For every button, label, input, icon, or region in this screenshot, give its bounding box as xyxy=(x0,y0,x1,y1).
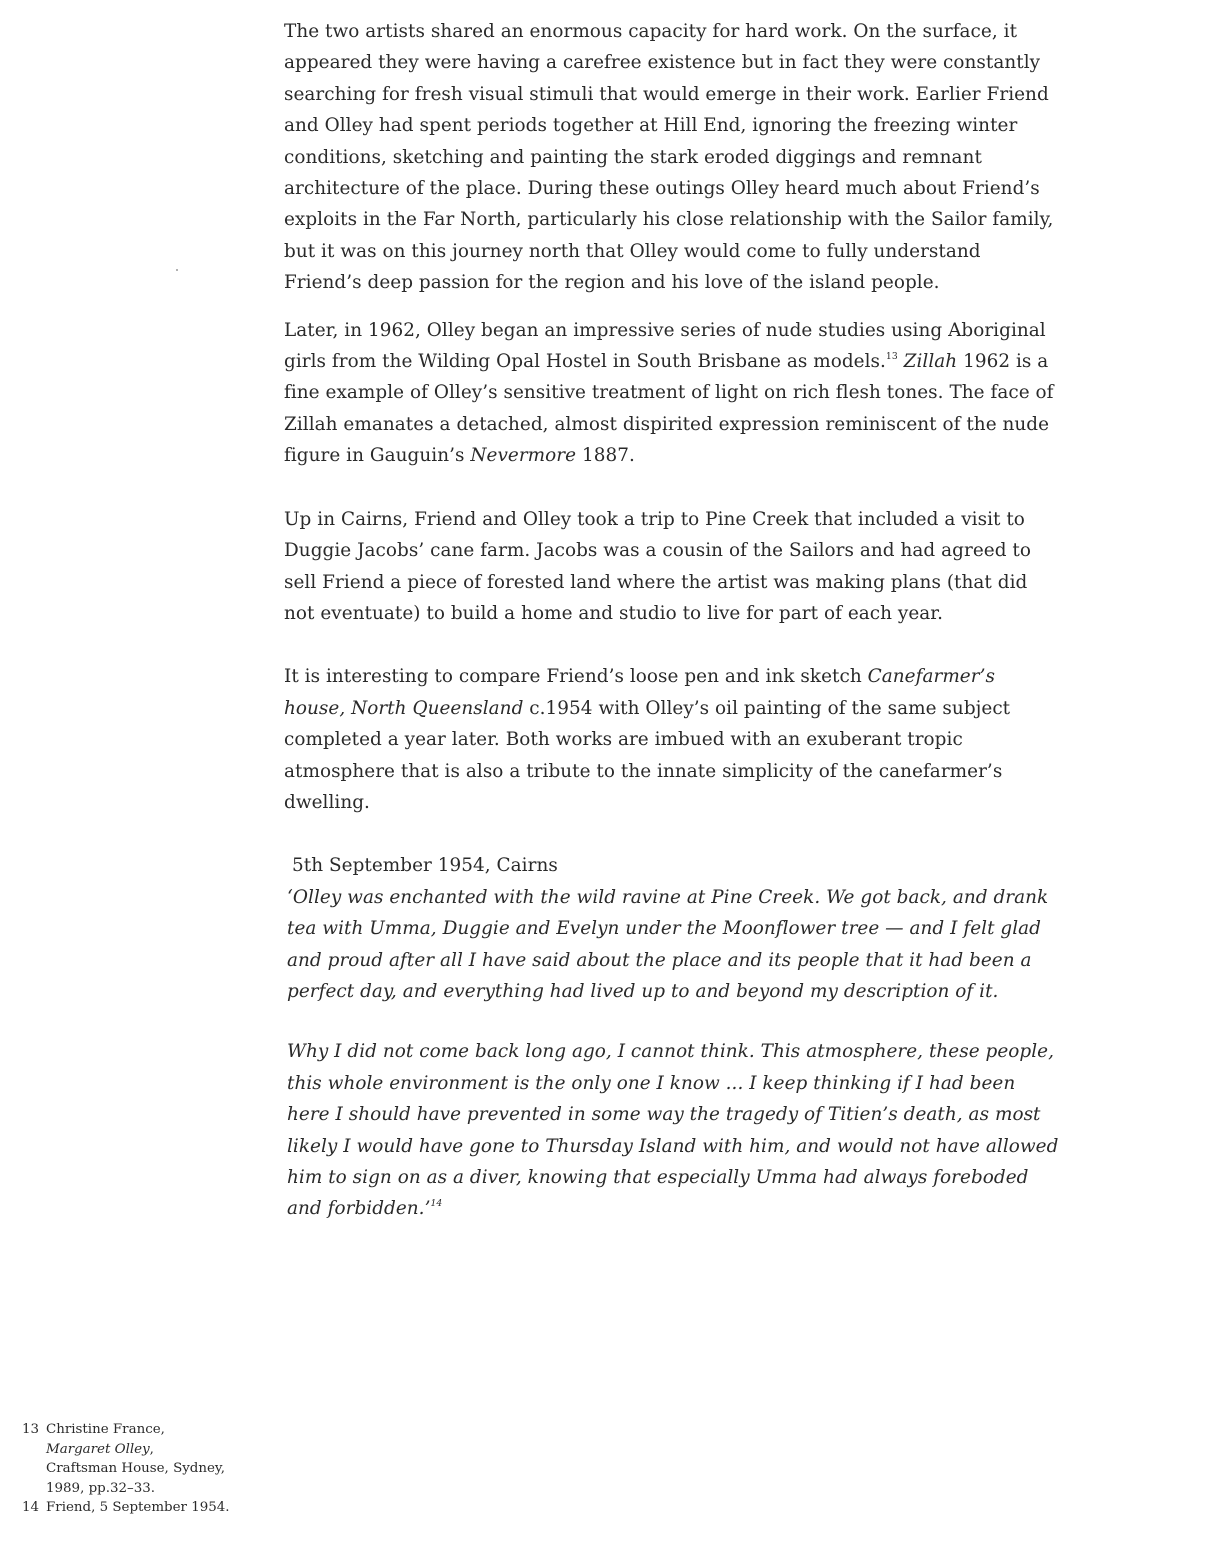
footnote-number: 13 xyxy=(22,1422,40,1437)
artwork-title-canefarmers-house: Canefarmer’s house, North Queensland xyxy=(284,666,995,719)
footnote-13-book-title: Margaret Olley xyxy=(46,1441,150,1457)
footnote-ref-14[interactable]: 14 xyxy=(430,1198,443,1210)
footnote-13-line1: Christine France, xyxy=(46,1422,165,1437)
artwork-title-nevermore: Nevermore xyxy=(470,445,577,467)
footnote-13-line3: Craftsman House, Sydney, 1989, pp.32–33. xyxy=(46,1461,225,1496)
footnote-ref-13[interactable]: 13 xyxy=(885,351,898,363)
diary-quote-2 xyxy=(287,1036,1059,1224)
footnote-number: 14 xyxy=(22,1500,40,1516)
paragraph-nude-studies-e: 1887. xyxy=(576,445,635,467)
paragraph-nude-studies-c: 1962 is a fine example of Olley’s sensitive treatment of light on rich flesh tones. The face of Zillah emanates a detached, almost dispirited expression reminiscent of the nude figure in Gauguin’s xyxy=(284,351,1054,467)
body-text-column xyxy=(284,16,1059,1225)
page-speck xyxy=(176,269,178,271)
paragraph-canefarmer-a: It is interesting to compare Friend’s loose pen and ink sketch xyxy=(284,666,868,688)
paragraph-hard-work: The two artists shared an enormous capacity for hard work. On the surface, it appeared they were having a carefree existence but in fact they were constantly searching for fresh visual stimuli that would emerge in their work. Earlier Friend and Olley had spent periods together at Hill End, ignoring the freezing winter conditions, sketching and painting the stark eroded diggings and remnant architecture of the place. During these outings Olley heard much about Friend’s exploits in the Far North, particularly his close relationship with the Sailor family, but it was on this journey north that Olley would come to fully understand Friend’s deep passion for the region and his love of the island people. xyxy=(284,21,1054,294)
paragraph-nude-studies-a: Later, in 1962, Olley began an impressive series of nude studies using Aboriginal girls from the Wilding Opal Hostel in South Brisbane as models. xyxy=(284,319,1046,373)
diary-dateline: 5th September 1954, Cairns xyxy=(292,855,558,877)
paragraph-canefarmer-c: c.1954 with Olley’s oil painting of the same subject completed a year later. Both works are imbued with an exuberant tropic atmosphere that is also a tribute to the innate simplicity of the canefarmer’s dwelling. xyxy=(284,697,1011,813)
paragraph-canefarmer xyxy=(284,661,1059,818)
paragraph-nude-studies xyxy=(284,315,1059,472)
paragraph-cairns-trip: Up in Cairns, Friend and Olley took a trip to Pine Creek that included a visit to Duggie Jacobs’ cane farm. Jacobs was a cousin of the Sailors and had agreed to sell Friend a piece of forested land where the artist was making plans (that did not eventuate) to build a home and studio to live for part of each year. xyxy=(284,508,1031,624)
footnote-text xyxy=(46,1420,262,1498)
footnote-14 xyxy=(22,1498,262,1518)
footnote-text: Friend, 5 September 1954. xyxy=(46,1500,230,1516)
artwork-title-zillah: Zillah xyxy=(903,351,958,373)
diary-quote-2-text: Why I did not come back long ago, I cannot think. This atmosphere, these people, this whole environment is the only one I know ... I keep thinking if I had been here I should have prevented in some way the tragedy of Titien’s death, as most likely I would have gone to Thursday Island with him, and would not have allowed him to sign on as a diver, knowing that especially Umma had always foreboded and forbidden.’ xyxy=(287,1041,1059,1220)
footnotes xyxy=(22,1420,262,1518)
footnote-13-comma: , xyxy=(149,1441,154,1457)
footnote-13 xyxy=(22,1420,262,1498)
diary-quote-1: ‘Olley was enchanted with the wild ravine at Pine Creek. We got back, and drank tea with Umma, Duggie and Evelyn under the Moonflower tree — and I felt glad and proud after all I have said about the place and its people that it had been a perfect day, and everything had lived up to and beyond my description of it. xyxy=(287,886,1049,1002)
